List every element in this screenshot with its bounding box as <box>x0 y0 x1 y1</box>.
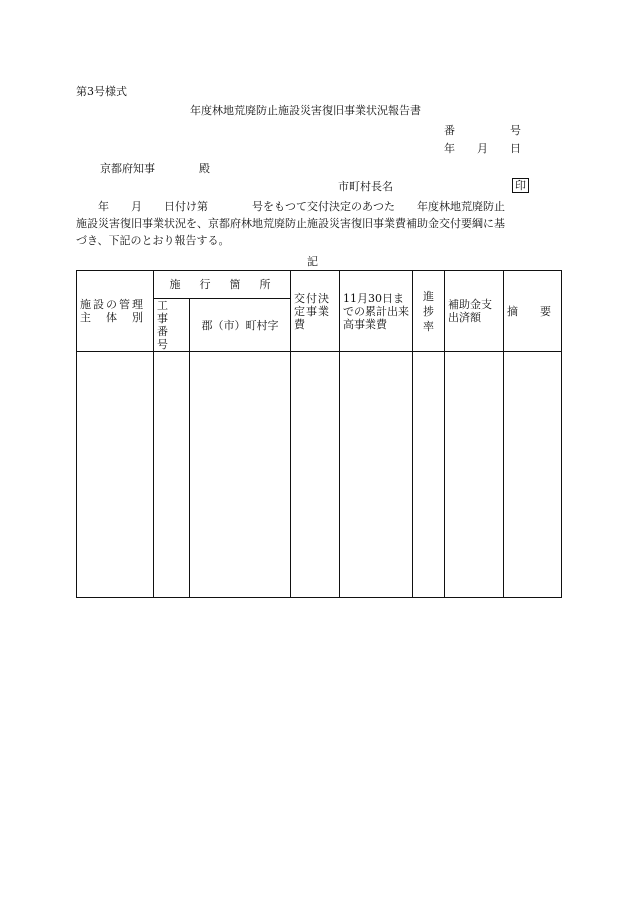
report-body <box>76 198 556 249</box>
cell-remarks <box>504 352 562 598</box>
header-area: 郡（市）町村字 <box>190 299 291 352</box>
cell-progress <box>413 352 445 598</box>
document-title: 年度林地荒廃防止施設災害復旧事業状況報告書 <box>190 104 421 117</box>
header-location: 施 行 箇 所 <box>154 271 291 299</box>
body-line: 年 月 日付け第 号をもつて交付決定のあつた 年度林地荒廃防止 <box>76 200 505 213</box>
header-subsidy: 補助金支出済額 <box>445 271 504 352</box>
form-number: 第3号様式 <box>76 85 127 98</box>
cell-cumulative <box>340 352 413 598</box>
header-manager: 施設の管理主 体 別 <box>77 271 154 352</box>
body-line: 施設災害復旧事業状況を、京都府林地荒廃防止施設災害復旧事業費補助金交付要綱に基 <box>76 217 505 230</box>
header-progress: 進捗率 <box>413 271 445 352</box>
header-remarks: 摘 要 <box>504 271 562 352</box>
addressee: 京都府知事 殿 <box>100 162 210 175</box>
header-work-number: 工事番号 <box>154 299 190 352</box>
body-line: づき、下記のとおり報告する。 <box>76 234 230 247</box>
cell-subsidy <box>445 352 504 598</box>
cell-work-number <box>154 352 190 598</box>
cell-manager <box>77 352 154 598</box>
cell-grant-cost <box>291 352 340 598</box>
header-grant-cost: 交付決定事業費 <box>291 271 340 352</box>
header-cumulative: 11月30日までの累計出来高事業費 <box>340 271 413 352</box>
cell-area <box>190 352 291 598</box>
document-date-label: 年 月 日 <box>444 142 521 155</box>
document-number-label: 番 号 <box>444 124 521 137</box>
seal-stamp-icon: 印 <box>512 178 529 193</box>
sender-name-label: 市町村長名 <box>338 180 393 193</box>
ki-label: 記 <box>307 255 318 268</box>
status-report-table <box>76 270 562 598</box>
